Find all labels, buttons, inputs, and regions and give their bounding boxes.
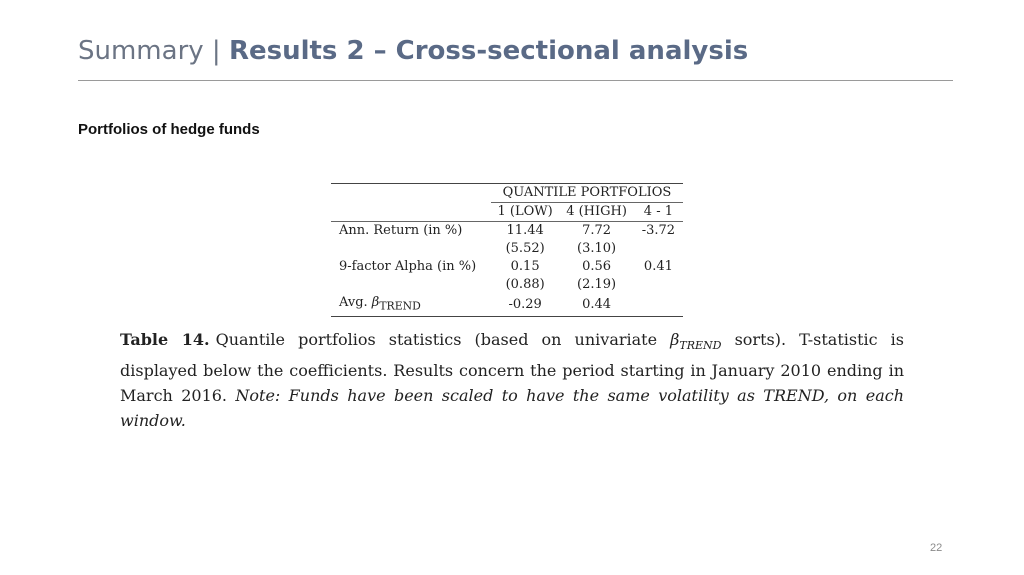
caption-beta-symbol: β [670, 330, 680, 349]
caption-beta-subscript: TREND [679, 339, 722, 353]
row-label-prefix: Avg. [339, 295, 372, 310]
column-header: 4 (HIGH) [559, 203, 633, 222]
table-cell: 11.44 [491, 222, 559, 241]
row-label: Ann. Return (in %) [331, 222, 491, 241]
column-header: 4 - 1 [634, 203, 683, 222]
caption-label: Table 14. [120, 330, 210, 349]
table-row [331, 258, 683, 276]
caption-text-before: Quantile portfolios statistics (based on univariate [215, 330, 671, 349]
table-cell: (2.19) [577, 277, 617, 292]
table-cell [634, 240, 683, 258]
table-header-row [331, 184, 683, 203]
caption-note: Note: Funds have been scaled to have the same volatility as TREND, on each window. [120, 386, 904, 431]
row-label [331, 240, 491, 258]
row-label: 9-factor Alpha (in %) [339, 259, 477, 274]
row-label [331, 276, 491, 294]
row-label [331, 294, 491, 316]
section-subtitle: Portfolios of hedge funds [78, 121, 260, 138]
page-number: 22 [930, 542, 943, 554]
title-main: Results 2 – Cross-sectional analysis [228, 36, 749, 66]
table-cell: 7.72 [559, 222, 633, 241]
table-cell: -0.29 [491, 294, 559, 316]
table-row [331, 222, 683, 241]
table-cell: (5.52) [505, 241, 545, 256]
table-cell: 0.15 [510, 259, 540, 274]
table-cell: 0.44 [559, 294, 633, 316]
table-cell: 0.41 [643, 259, 673, 274]
table-caption [120, 327, 904, 433]
table-cell: 0.56 [582, 259, 612, 274]
table-row [331, 276, 683, 294]
quantile-portfolios-table [331, 183, 683, 317]
caption-text-after: sorts). T-statistic is displayed below the coefficients. Results concern the period starting in January 2010 ending in March 2016. [120, 330, 904, 406]
table-cell: (0.88) [505, 277, 545, 292]
group-header: QUANTILE PORTFOLIOS [491, 184, 683, 203]
table-row [331, 294, 683, 316]
table-row [331, 240, 683, 258]
table-cell [634, 294, 683, 316]
table-column-row [331, 203, 683, 222]
beta-symbol: β [371, 295, 380, 310]
title-prefix: Summary | [78, 36, 229, 66]
table-cell [634, 276, 683, 294]
slide-title [78, 36, 748, 66]
table-cell: (3.10) [577, 241, 617, 256]
column-header: 1 (LOW) [491, 203, 559, 222]
table-cell: -3.72 [634, 222, 683, 241]
beta-subscript: TREND [379, 299, 421, 313]
title-divider [78, 80, 953, 81]
